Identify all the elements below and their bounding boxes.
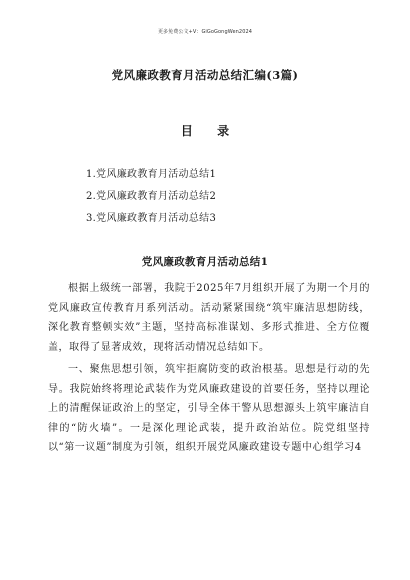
toc-item[interactable]: 2.党风廉政教育月活动总结2 — [86, 191, 217, 202]
toc-item[interactable]: 3.党风廉政教育月活动总结3 — [86, 213, 217, 224]
header-note: 更多免费公文+V：GiGoGongWen2024 — [157, 29, 253, 35]
document-title: 党风廉政教育月活动总结汇编(3篇) — [111, 68, 299, 82]
toc-item[interactable]: 1.党风廉政教育月活动总结1 — [86, 169, 217, 180]
table-of-contents — [86, 168, 216, 234]
body-paragraph: 一、聚焦思想引领，筑牢拒腐防变的政治根基。思想是行动的先导。我院始终将理论武装作为党风廉政建设的首要任务，坚持以理论上的清醒保证政治上的坚定，引导全体干警从思想源头上筑牢廉洁自律的“防火墙”。一是深化理论武装，提升政治站位。院党组坚持以“第一议题”制度为引领，组织开展党风廉政建设专题中心组学习4 — [48, 364, 370, 454]
toc-heading: 目 录 — [180, 124, 240, 138]
body-paragraph: 根据上级统一部署，我院于2025年7月组织开展了为期一个月的党风廉政宣传教育月系列活动。活动紧紧围绕“筑牢廉洁思想防线，深化教育整顿实效”主题，坚持高标准谋划、多形式推进、全方位覆盖，取得了显著成效，现将活动情况总结如下。 — [48, 283, 370, 353]
section-title: 党风廉政教育月活动总结1 — [141, 256, 269, 268]
